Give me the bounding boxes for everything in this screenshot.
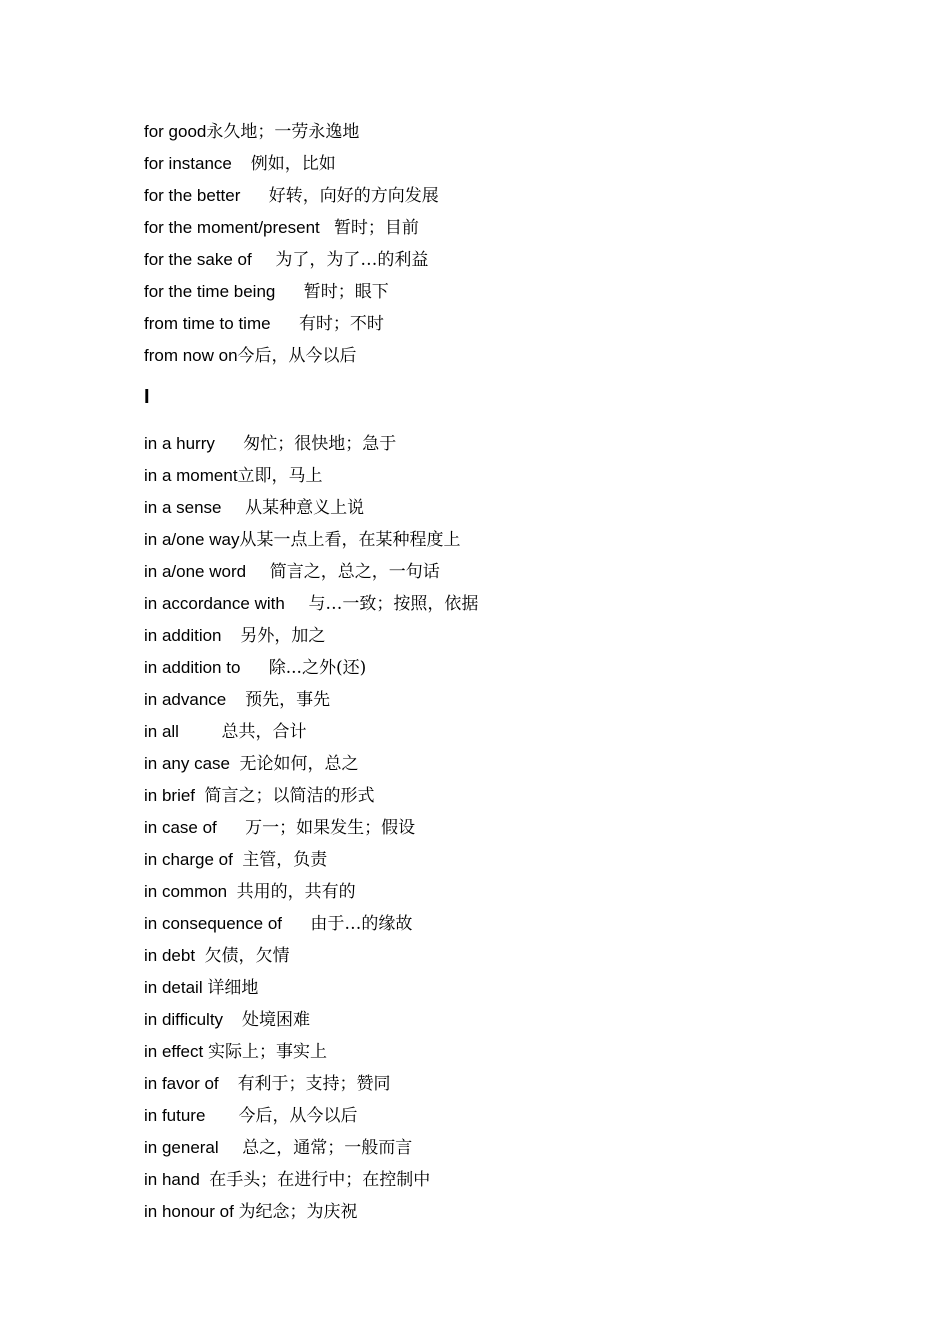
phrase-spacing [200, 1170, 209, 1189]
phrase-chinese: 详细地 [207, 978, 259, 998]
phrase-english: in general [144, 1138, 219, 1157]
phrase-chinese: 从某一点上看，在某种程度上 [239, 530, 461, 550]
phrase-spacing [252, 250, 276, 269]
phrase-entry [144, 212, 844, 244]
phrase-english: in detail [144, 978, 203, 997]
phrase-english: in a/one way [144, 530, 240, 549]
phrase-english: for the moment/present [144, 218, 320, 237]
phrase-english: in brief [144, 786, 196, 805]
phrase-entry [144, 1132, 844, 1164]
document-page [144, 116, 844, 1228]
phrase-english: for instance [144, 154, 232, 173]
phrase-chinese: 有时；不时 [298, 314, 384, 334]
phrase-english: in honour of [144, 1202, 234, 1221]
phrase-entry [144, 244, 844, 276]
phrase-english: in consequence of [144, 914, 282, 933]
phrase-chinese: 在手头；在进行中；在控制中 [209, 1170, 431, 1190]
phrase-spacing [285, 594, 309, 613]
phrase-entry [144, 716, 844, 748]
phrase-english: in a moment [144, 466, 238, 485]
phrase-spacing [179, 722, 222, 741]
phrase-english: in a/one word [144, 562, 247, 581]
phrase-spacing [271, 314, 299, 333]
phrase-spacing [219, 1138, 243, 1157]
phrase-spacing [217, 818, 245, 837]
phrase-spacing [320, 218, 334, 237]
phrase-english: in any case [144, 754, 230, 773]
phrase-chinese: 无论如何，总之 [239, 754, 359, 774]
phrase-spacing [240, 186, 268, 205]
phrase-spacing [195, 946, 204, 965]
phrase-chinese: 立即，马上 [237, 466, 323, 486]
phrase-chinese: 与…一致；按照，依据 [308, 594, 479, 614]
phrase-chinese: 简言之，总之，一句话 [269, 562, 440, 582]
phrase-english: in debt [144, 946, 196, 965]
phrase-chinese: 主管，负责 [242, 850, 328, 870]
phrase-spacing [240, 658, 268, 677]
phrase-entry [144, 556, 844, 588]
phrase-chinese: 暂时；眼下 [303, 282, 389, 302]
phrase-entry [144, 876, 844, 908]
phrase-chinese: 简言之；以简洁的形式 [204, 786, 375, 806]
phrase-spacing [219, 1074, 238, 1093]
phrase-chinese: 欠债，欠情 [204, 946, 290, 966]
phrase-english: in a sense [144, 498, 222, 517]
section-letter-heading: I [144, 386, 150, 408]
phrase-entry [144, 652, 844, 684]
phrase-english: for good [144, 122, 207, 141]
phrase-english: from now on [144, 346, 238, 365]
phrase-chinese: 实际上；事实上 [207, 1042, 327, 1062]
phrase-chinese: 今后，从今以后 [237, 346, 357, 366]
phrase-entry [144, 1164, 844, 1196]
phrase-english: in favor of [144, 1074, 219, 1093]
phrase-chinese: 为纪念；为庆祝 [238, 1202, 358, 1222]
phrase-chinese: 好转，向好的方向发展 [268, 186, 439, 206]
phrase-chinese: 为了，为了…的利益 [275, 250, 429, 270]
phrase-spacing [246, 562, 270, 581]
phrase-chinese: 从某种意义上说 [245, 498, 365, 518]
phrase-english: in accordance with [144, 594, 285, 613]
phrase-spacing [232, 154, 251, 173]
phrase-chinese: 由于…的缘故 [310, 914, 413, 934]
phrase-spacing [233, 850, 242, 869]
phrase-english: in addition to [144, 658, 241, 677]
phrase-entry [144, 588, 844, 620]
phrase-spacing [222, 626, 241, 645]
phrase-entry [144, 276, 844, 308]
phrase-english: in effect [144, 1042, 204, 1061]
phrase-spacing [215, 434, 243, 453]
phrase-spacing [226, 690, 245, 709]
phrase-entry [144, 340, 844, 372]
phrase-entry [144, 908, 844, 940]
phrase-spacing [223, 1010, 242, 1029]
phrase-entry [144, 180, 844, 212]
phrase-spacing [282, 914, 310, 933]
phrase-spacing [227, 882, 236, 901]
phrase-english: in case of [144, 818, 217, 837]
phrase-chinese: 预先，事先 [245, 690, 331, 710]
phrase-entry [144, 460, 844, 492]
phrase-chinese: 另外，加之 [240, 626, 326, 646]
phrase-entry [144, 1004, 844, 1036]
phrase-english: in difficulty [144, 1010, 224, 1029]
phrase-entry [144, 524, 844, 556]
phrase-chinese: 匆忙；很快地；急于 [243, 434, 397, 454]
phrase-english: for the time being [144, 282, 276, 301]
phrase-english: in charge of [144, 850, 233, 869]
phrase-english: for the sake of [144, 250, 252, 269]
phrase-english: in common [144, 882, 228, 901]
phrase-entry [144, 844, 844, 876]
phrase-entry [144, 308, 844, 340]
phrase-chinese: 例如，比如 [250, 154, 336, 174]
phrase-entry [144, 492, 844, 524]
phrase-spacing [275, 282, 303, 301]
phrase-english: in all [144, 722, 179, 741]
phrase-entry [144, 812, 844, 844]
phrase-chinese: 今后，从今以后 [238, 1106, 358, 1126]
phrase-chinese: 有利于；支持；赞同 [237, 1074, 391, 1094]
phrase-chinese: 永久地；一劳永逸地 [206, 122, 360, 142]
phrase-english: in addition [144, 626, 222, 645]
phrase-spacing [222, 498, 246, 517]
phrase-entry [144, 1036, 844, 1068]
phrase-entry [144, 1196, 844, 1228]
phrase-english: from time to time [144, 314, 271, 333]
phrase-entry [144, 748, 844, 780]
phrase-english: in hand [144, 1170, 200, 1189]
phrase-chinese: 处境困难 [241, 1010, 310, 1030]
phrase-entry [144, 148, 844, 180]
phrase-entry [144, 940, 844, 972]
phrase-english: in advance [144, 690, 227, 709]
phrase-spacing [205, 1106, 238, 1125]
phrase-english: in a hurry [144, 434, 215, 453]
phrase-chinese: 总共，合计 [221, 722, 307, 742]
phrase-english: for the better [144, 186, 241, 205]
phrase-list-i [144, 428, 844, 1228]
phrase-entry [144, 428, 844, 460]
phrase-chinese: 万一；如果发生；假设 [245, 818, 416, 838]
phrase-chinese: 暂时；目前 [333, 218, 419, 238]
phrase-chinese: 共用的，共有的 [236, 882, 356, 902]
phrase-list-f [144, 116, 844, 372]
phrase-entry [144, 684, 844, 716]
phrase-english: in future [144, 1106, 206, 1125]
phrase-entry [144, 116, 844, 148]
phrase-entry [144, 1100, 844, 1132]
phrase-entry [144, 620, 844, 652]
phrase-entry [144, 780, 844, 812]
phrase-entry [144, 1068, 844, 1100]
phrase-chinese: 除...之外(还) [268, 658, 367, 678]
phrase-entry [144, 972, 844, 1004]
phrase-chinese: 总之，通常；一般而言 [242, 1138, 413, 1158]
